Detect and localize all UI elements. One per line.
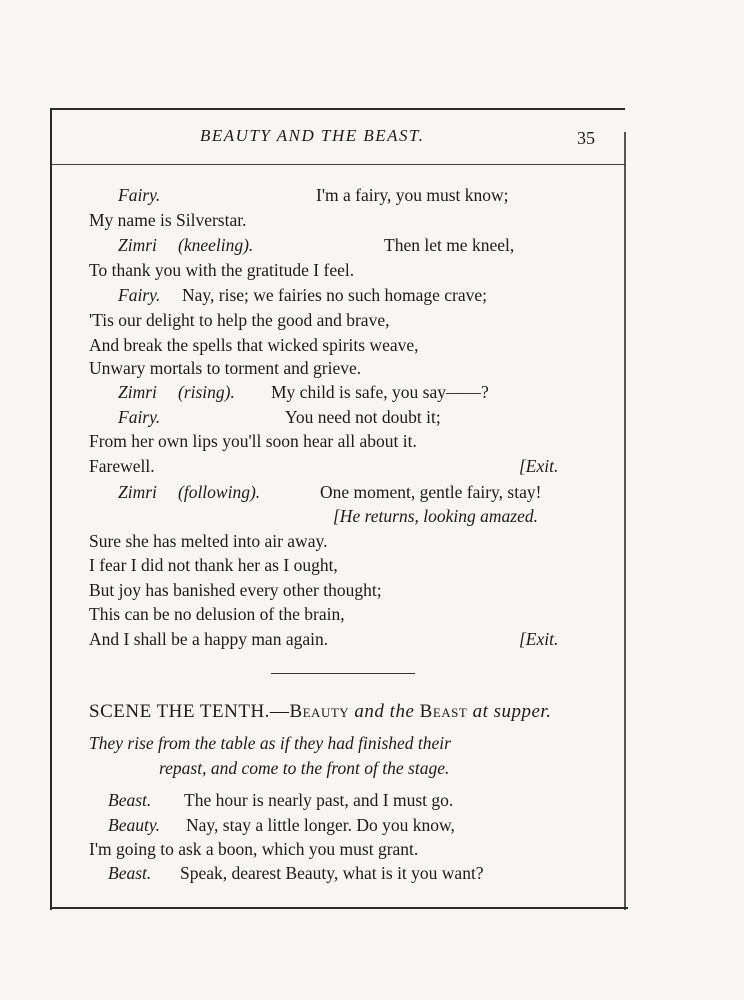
verse-line: To thank you with the gratitude I feel.	[89, 260, 355, 280]
speaker-zimri: Zimri	[118, 235, 157, 255]
speaker-zimri: Zimri	[118, 382, 157, 402]
speaker-fairy: Fairy.	[118, 285, 161, 305]
verse-line: The hour is nearly past, and I must go.	[184, 790, 454, 810]
stage-direction: They rise from the table as if they had finished their	[89, 733, 451, 753]
frame-right-rule	[624, 132, 626, 910]
stage-direction: repast, and come to the front of the stage.	[159, 758, 450, 778]
verse-line: And break the spells that wicked spirits weave,	[89, 335, 419, 355]
speaker-beast: Beast.	[108, 790, 152, 810]
scene-text: at supper.	[472, 701, 552, 722]
running-title: BEAUTY AND THE BEAST.	[200, 126, 425, 145]
scene-title: SCENE THE TENTH.—	[89, 701, 290, 722]
verse-line: Unwary mortals to torment and grieve.	[89, 358, 362, 378]
speaker-beauty: Beauty.	[108, 815, 160, 835]
verse-line: But joy has banished every other thought;	[89, 580, 382, 600]
verse-line: Farewell.	[89, 456, 155, 476]
stage-direction: (rising).	[178, 382, 235, 402]
verse-line: One moment, gentle fairy, stay!	[320, 482, 542, 502]
verse-line: Nay, stay a little longer. Do you know,	[186, 815, 455, 835]
verse-line: Then let me kneel,	[384, 235, 515, 255]
exit-direction: [Exit.	[519, 456, 559, 476]
verse-line: From her own lips you'll soon hear all about it.	[89, 431, 417, 451]
verse-line: Nay, rise; we fairies no such homage crave;	[182, 285, 487, 305]
header-rule	[52, 164, 626, 165]
frame-top-rule	[50, 108, 625, 110]
scene-character-beast: Beast	[419, 701, 468, 722]
verse-line: And I shall be a happy man again.	[89, 629, 329, 649]
scene-character-beauty: Beauty	[289, 701, 350, 722]
verse-line: Sure she has melted into air away.	[89, 531, 328, 551]
verse-line: 'Tis our delight to help the good and brave,	[89, 310, 390, 330]
speaker-beast: Beast.	[108, 863, 152, 883]
stage-direction: (kneeling).	[178, 235, 254, 255]
frame-bottom-rule	[50, 907, 628, 909]
scene-text: and the	[354, 701, 415, 722]
verse-line: I'm going to ask a boon, which you must grant.	[89, 839, 419, 859]
exit-direction: [Exit.	[519, 629, 559, 649]
stage-direction: [He returns, looking amazed.	[333, 506, 538, 526]
stage-direction: (following).	[178, 482, 261, 502]
verse-line: This can be no delusion of the brain,	[89, 604, 345, 624]
speaker-zimri: Zimri	[118, 482, 157, 502]
speaker-fairy: Fairy.	[118, 185, 161, 205]
frame-left-rule	[50, 108, 52, 910]
verse-line: I'm a fairy, you must know;	[316, 185, 509, 205]
page-number: 35	[577, 128, 595, 148]
speaker-fairy: Fairy.	[118, 407, 161, 427]
verse-line: Speak, dearest Beauty, what is it you want?	[180, 863, 484, 883]
section-divider	[271, 673, 415, 674]
verse-line: I fear I did not thank her as I ought,	[89, 555, 338, 575]
verse-line: You need not doubt it;	[285, 407, 441, 427]
verse-line: My child is safe, you say——?	[271, 382, 489, 402]
verse-line: My name is Silverstar.	[89, 210, 247, 230]
scene-heading	[89, 701, 551, 723]
